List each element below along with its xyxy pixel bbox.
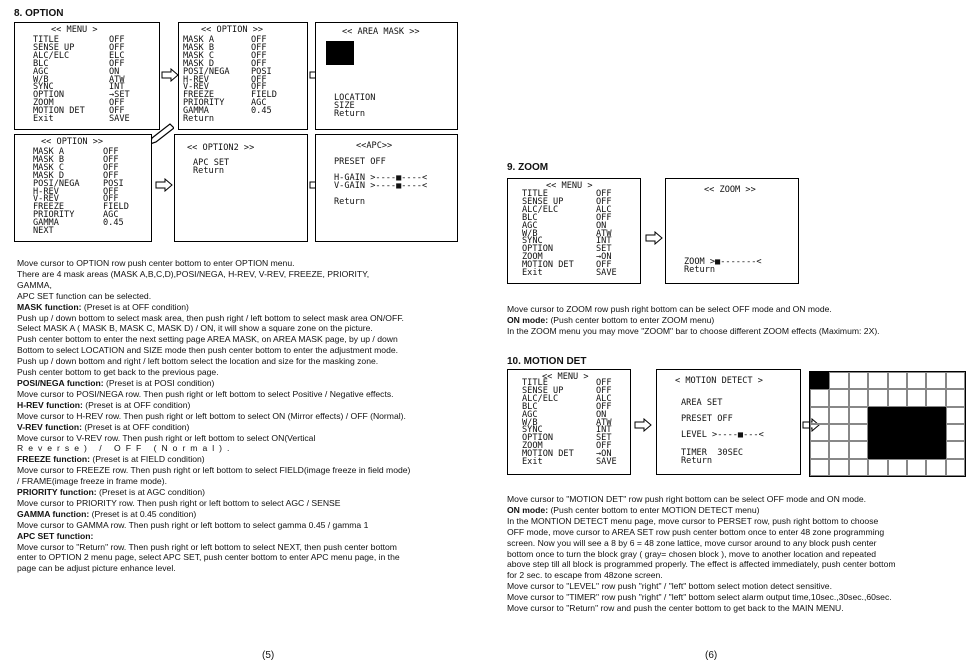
menu-item-value: OFF <box>103 147 119 157</box>
text-line: page can be adjust picture enhance level. <box>17 563 176 574</box>
menu-item-label: ALC/ELC <box>33 50 70 61</box>
function-preset: (Preset is at 0.45 condition) <box>89 508 197 519</box>
menu-item-label: NEXT <box>33 226 54 236</box>
menu-item-value: OFF <box>596 196 612 207</box>
menu-item-value: OFF <box>596 212 612 223</box>
text-line <box>17 400 410 411</box>
menu-item-label: BLC <box>522 401 538 412</box>
menu-item-value: ATW <box>109 74 125 85</box>
function-heading: GAMMA function: <box>17 508 90 519</box>
menu-item-value: OFF <box>251 82 267 93</box>
zone-cell <box>829 459 848 476</box>
menu-item-value: OFF <box>109 98 125 109</box>
function-preset: (Preset is at OFF condition) <box>81 301 189 312</box>
zone-cell <box>888 424 907 441</box>
menu-header: << MENU > <box>546 181 593 191</box>
menu-item-value: POSI <box>251 66 272 77</box>
menu-item-value: OFF <box>251 42 267 53</box>
apc-set-label: APC SET <box>193 158 230 168</box>
zone-cell <box>868 424 887 441</box>
menu-item-label: ZOOM <box>522 441 543 452</box>
zoom-description <box>507 304 880 337</box>
text-line <box>507 315 880 326</box>
zone-cell <box>926 372 945 389</box>
menu-item-label: OPTION <box>522 244 554 255</box>
menu-item-value: →SET <box>109 90 130 101</box>
menu-item-label: POSI/NEGA <box>33 178 80 189</box>
page-number: (6) <box>705 650 718 661</box>
menu-item-value: SET <box>596 244 612 255</box>
motion-detect-screen <box>656 369 801 475</box>
text-line: Move cursor to OPTION row push center bottom to enter OPTION menu. <box>17 258 295 268</box>
zone-cell <box>849 389 868 406</box>
area-mask-screen <box>315 22 458 130</box>
menu-header: << MENU > <box>542 372 589 382</box>
menu-item-label: FREEZE <box>183 90 215 101</box>
return-label: Return <box>334 197 366 207</box>
option-screen <box>178 22 308 130</box>
zoom-menu-screen <box>507 178 641 284</box>
text-line: Move cursor to PRIORITY row. Then push right or left bottom to select AGC / SENSE <box>17 497 341 508</box>
mask-square <box>326 41 354 65</box>
zone-cell <box>946 441 965 458</box>
menu-item-label: Exit <box>522 268 543 278</box>
menu-item-value: OFF <box>103 194 119 205</box>
zone-cell <box>849 424 868 441</box>
text-line <box>17 378 410 389</box>
apc-header: <<APC>> <box>356 141 393 151</box>
text-line: Move cursor to H-REV row. Then push right or left bottom to select ON (Mirror effects) / OFF (Normal). <box>17 410 406 421</box>
function-preset: (Push center bottom to enter MOTION DETECT menu) <box>548 504 760 515</box>
zone-cell <box>829 372 848 389</box>
zone-cell <box>849 441 868 458</box>
menu-item-value: OFF <box>596 189 612 199</box>
preset-label: PRESET OFF <box>334 157 386 167</box>
location-label: LOCATION <box>334 93 376 103</box>
text-line <box>507 505 896 516</box>
function-preset: (Preset is at OFF condition) <box>82 399 191 410</box>
menu-item-value: ELC <box>109 50 125 61</box>
zone-cell <box>907 459 926 476</box>
zone-cell <box>926 389 945 406</box>
return-label: Return <box>681 456 713 466</box>
menu-item-value: OFF <box>103 170 119 181</box>
function-heading: MASK function: <box>17 301 82 312</box>
text-line: There are 4 mask areas (MASK A,B,C,D),POSI/NEGA, H-REV, V-REV, FREEZE, PRIORITY, <box>17 268 370 279</box>
menu-header: << MENU > <box>51 25 98 35</box>
text-line <box>17 487 410 498</box>
function-heading: APC SET function: <box>17 530 94 541</box>
zone-cell <box>829 407 848 424</box>
menu-item-value: OFF <box>251 58 267 69</box>
return-label: Return <box>334 109 366 119</box>
zone-cell <box>868 389 887 406</box>
arrow-right-icon <box>645 231 663 245</box>
menu-item-label: MASK B <box>33 154 65 165</box>
motion-menu-screen <box>507 369 631 475</box>
menu-item-label: AGC <box>522 409 538 420</box>
text-line: Move cursor to ZOOM row push right bottom can be select OFF mode and ON mode. <box>507 304 832 314</box>
menu-item-value: ON <box>596 220 607 231</box>
text-line: Move cursor to POSI/NEGA row. Then push right or left bottom to select Positive / Negative effects. <box>17 388 394 399</box>
zone-cell <box>810 372 829 389</box>
menu-item-value: SET <box>596 433 612 444</box>
text-line: for 2 sec. to escape from 48zone screen. <box>507 570 663 581</box>
menu-item-label: GAMMA <box>183 106 209 117</box>
zone-cell <box>829 389 848 406</box>
menu-item-label: ALC/ELC <box>522 204 559 215</box>
menu-header: << OPTION >> <box>41 137 104 147</box>
menu-item-label: MASK B <box>183 42 215 53</box>
function-heading: FREEZE function: <box>17 454 91 465</box>
menu-item-label: ZOOM <box>522 252 543 263</box>
menu-item-label: Exit <box>522 457 543 467</box>
function-preset: (Preset is at FIELD condition) <box>90 454 205 465</box>
menu-item-label: SYNC <box>522 236 543 247</box>
menu-item-label: SENSE UP <box>522 385 564 396</box>
menu-item-value: ALC <box>596 393 612 404</box>
menu-item-value: OFF <box>103 154 119 165</box>
menu-item-value: OFF <box>103 186 119 197</box>
text-line: Bottom to select LOCATION and SIZE mode then push center bottom to enter the adjustment mode. <box>17 345 399 356</box>
option-next-screen <box>14 134 152 242</box>
arrow-right-icon <box>161 68 179 82</box>
text-line: above step till all block is programmed properly. The effect is affected immediately, push center bottom <box>507 559 896 570</box>
menu-item-value: OFF <box>109 35 125 45</box>
function-preset: (Preset is at AGC condition) <box>96 487 205 498</box>
zone-cell <box>888 459 907 476</box>
return-label: Return <box>193 166 225 176</box>
text-line: GAMMA, <box>17 279 52 290</box>
menu-item-value: 0.45 <box>103 218 124 229</box>
text-line: In the ZOOM menu you may move "ZOOM" bar to choose different ZOOM effects (Maximum: 2X). <box>507 325 880 336</box>
area-mask-header: << AREA MASK >> <box>342 27 420 37</box>
menu-item-label: V-REV <box>33 194 59 205</box>
menu-item-label: FREEZE <box>33 202 65 213</box>
text-line: Move cursor to "LEVEL" row push "right" / "left" bottom select motion detect sensitive. <box>507 581 832 592</box>
text-line <box>17 302 410 313</box>
menu-item-value: OFF <box>596 385 612 396</box>
menu-item-label: BLC <box>33 58 49 69</box>
zone-cell <box>810 441 829 458</box>
size-label: SIZE <box>334 101 355 111</box>
text-line: Push up / down bottom and right / left bottom select the location and size for the masking zone. <box>17 356 379 367</box>
return-label: Return <box>684 265 716 275</box>
menu-item-value: ALC <box>596 204 612 215</box>
zoom-slider: ZOOM >■-------< <box>684 257 762 267</box>
function-preset: (Preset is at OFF condition) <box>81 421 190 432</box>
level-slider: LEVEL >----■---< <box>681 430 764 440</box>
menu-item-value: ATW <box>596 417 612 428</box>
text-line: Move cursor to "TIMER" row push "right" / "left" bottom select alarm output time,10sec.,30sec.,60sec. <box>507 592 892 603</box>
menu-item-label: TITLE <box>522 189 548 199</box>
apc-screen <box>315 134 458 242</box>
function-heading: ON mode: <box>507 504 549 515</box>
h-gain-slider: H-GAIN >----■----< <box>334 173 428 183</box>
menu-item-label: SENSE UP <box>522 196 564 207</box>
menu-item-label: Exit <box>33 114 54 124</box>
menu-item-label: MASK C <box>183 50 215 61</box>
zone-cell <box>926 459 945 476</box>
preset-label: PRESET OFF <box>681 414 733 424</box>
text-line: Move cursor to "Return" row. Then push right or left bottom to select NEXT, then push center bottom <box>17 541 397 552</box>
menu-item-value: SAVE <box>596 457 617 467</box>
menu-item-value: →ON <box>596 449 612 460</box>
menu-item-label: MASK A <box>33 147 65 157</box>
menu-item-label: H-REV <box>33 186 59 197</box>
menu-item-value: OFF <box>251 50 267 61</box>
menu-item-value: OFF <box>596 401 612 412</box>
menu-item-value: OFF <box>596 260 612 271</box>
menu-item-label: SENSE UP <box>33 42 75 53</box>
zone-cell <box>946 407 965 424</box>
v-gain-slider: V-GAIN >----■----< <box>334 181 428 191</box>
menu-item-value: INT <box>596 425 612 436</box>
menu-item-label: Return <box>183 114 215 124</box>
zone-cell <box>926 407 945 424</box>
zone-cell <box>810 459 829 476</box>
section-title-motion-det: 10. MOTION DET <box>507 356 587 367</box>
zone-cell <box>946 372 965 389</box>
manual-page-6 <box>497 0 972 672</box>
menu-item-label: TITLE <box>522 378 548 388</box>
text-line: OFF mode, move cursor to AREA SET row push center bottom once to enter 48 zone programming <box>507 526 885 537</box>
menu-item-label: OPTION <box>33 90 65 101</box>
option-description <box>17 258 410 574</box>
timer-label: TIMER 30SEC <box>681 448 744 458</box>
menu-item-label: ALC/ELC <box>522 393 559 404</box>
text-line: APC SET function can be selected. <box>17 290 152 301</box>
zone-cell <box>849 407 868 424</box>
text-line: Push center bottom to enter the next setting page AREA MASK, on AREA MASK page, by up / down <box>17 334 398 345</box>
text-line: screen. Now you will see a 8 by 6 = 48 zone lattice, move cursor around to any block push center <box>507 537 877 548</box>
text-line: Push up / down bottom to select mask area, then push right / left bottom to select mask area ON/OFF. <box>17 312 404 323</box>
zone-cell <box>810 389 829 406</box>
menu-item-value: →ON <box>596 252 612 263</box>
zone-cell <box>810 424 829 441</box>
menu-item-label: MASK D <box>183 58 215 69</box>
menu-item-label: PRIORITY <box>33 210 75 221</box>
menu-item-value: FIELD <box>251 90 277 101</box>
menu-item-value: AGC <box>103 210 119 221</box>
zone-cell <box>868 459 887 476</box>
text-line <box>17 422 410 433</box>
menu-item-label: GAMMA <box>33 218 59 229</box>
text-line: Push center bottom to get back to the previous page. <box>17 367 219 378</box>
menu-item-label: MOTION DET <box>33 106 85 117</box>
text-line: Reverse) / OFF (Normal). <box>17 443 235 454</box>
menu-header: << OPTION >> <box>201 25 264 35</box>
zoom-screen <box>665 178 799 284</box>
zone-cell <box>907 372 926 389</box>
text-line: Select MASK A ( MASK B, MASK C, MASK D) / ON, it will show a square zone on the picture. <box>17 323 373 334</box>
menu-item-value: OFF <box>109 106 125 117</box>
menu-item-label: MOTION DET <box>522 449 574 460</box>
menu-item-value: INT <box>596 236 612 247</box>
arrow-right-icon <box>634 418 652 432</box>
menu-item-value: OFF <box>251 35 267 45</box>
section-title-option: 8. OPTION <box>14 8 64 19</box>
menu-item-value: ON <box>109 66 120 77</box>
menu-screen <box>14 22 160 130</box>
function-heading: PRIORITY function: <box>17 487 97 498</box>
menu-item-value: OFF <box>596 378 612 388</box>
menu-item-label: OPTION <box>522 433 554 444</box>
function-heading: H-REV function: <box>17 399 83 410</box>
page-number: (5) <box>262 650 275 661</box>
motion-detect-header: < MOTION DETECT > <box>675 376 763 386</box>
text-line: Move cursor to "MOTION DET" row push right bottom can be select OFF mode and ON mode. <box>507 494 867 504</box>
text-line: Move cursor to V-REV row. Then push right or left bottom to select ON(Vertical <box>17 432 316 443</box>
zone-cell <box>868 441 887 458</box>
menu-item-label: BLC <box>522 212 538 223</box>
zone-cell <box>926 441 945 458</box>
zone-cell <box>907 441 926 458</box>
zone-cell <box>849 459 868 476</box>
text-line <box>17 531 410 542</box>
menu-item-label: H-REV <box>183 74 209 85</box>
arrow-right-icon <box>155 178 173 192</box>
menu-item-value: OFF <box>109 42 125 53</box>
menu-item-value: ON <box>596 409 607 420</box>
text-line <box>17 509 410 520</box>
zone-cell <box>888 407 907 424</box>
text-line <box>17 454 410 465</box>
zone-cell <box>849 372 868 389</box>
function-heading: POSI/NEGA function: <box>17 377 104 388</box>
zone-cell <box>829 424 848 441</box>
menu-item-label: MASK C <box>33 162 65 173</box>
menu-item-value: OFF <box>251 74 267 85</box>
menu-item-value: OFF <box>103 162 119 173</box>
zone-cell <box>907 424 926 441</box>
text-line: enter to OPTION 2 menu page, select APC SET, push center bottom to enter APC menu page, in the <box>17 552 400 563</box>
menu-item-label: AGC <box>33 66 49 77</box>
menu-item-label: AGC <box>522 220 538 231</box>
option2-header: << OPTION2 >> <box>187 143 255 153</box>
zone-cell <box>946 389 965 406</box>
menu-item-label: MASK D <box>33 170 65 181</box>
menu-item-value: 0.45 <box>251 106 272 117</box>
zone-lattice <box>809 371 966 477</box>
menu-item-label: MASK A <box>183 35 215 45</box>
text-line: Move cursor to GAMMA row. Then push right or left bottom to select gamma 0.45 / gamma 1 <box>17 519 369 530</box>
function-preset: (Push center bottom to enter ZOOM menu) <box>548 314 715 325</box>
motion-det-description <box>507 494 896 614</box>
section-title-zoom: 9. ZOOM <box>507 162 549 173</box>
menu-item-value: OFF <box>109 58 125 69</box>
zone-cell <box>888 441 907 458</box>
menu-item-label: V-REV <box>183 82 209 93</box>
menu-item-label: POSI/NEGA <box>183 66 230 77</box>
zoom-header: << ZOOM >> <box>704 185 756 195</box>
zone-cell <box>888 372 907 389</box>
menu-item-label: TITLE <box>33 35 59 45</box>
text-line: Move cursor to "Return" row and push the center bottom to get back to the MAIN MENU. <box>507 603 844 614</box>
zone-cell <box>907 389 926 406</box>
text-line: / FRAME(image freeze in frame mode). <box>17 476 167 487</box>
text-line: Move cursor to FREEZE row. Then push right or left bottom to select FIELD(image freeze in field mode) <box>17 465 411 476</box>
menu-item-label: W/B <box>33 74 49 85</box>
menu-item-value: ATW <box>596 228 612 239</box>
zone-cell <box>810 407 829 424</box>
menu-item-value: FIELD <box>103 202 129 213</box>
text-line: In the MONTION DETECT menu page, move cursor to PERSET row, push right bottom to choose <box>507 515 879 526</box>
zone-cell <box>946 424 965 441</box>
menu-item-value: SAVE <box>109 114 130 124</box>
menu-item-value: POSI <box>103 178 124 189</box>
menu-item-label: W/B <box>522 228 538 239</box>
menu-item-label: PRIORITY <box>183 98 225 109</box>
option2-screen <box>174 134 308 242</box>
menu-item-label: SYNC <box>522 425 543 436</box>
menu-item-label: SYNC <box>33 82 54 93</box>
menu-item-value: OFF <box>596 441 612 452</box>
function-heading: V-REV function: <box>17 421 82 432</box>
function-heading: ON mode: <box>507 314 549 325</box>
menu-item-label: W/B <box>522 417 538 428</box>
function-preset: (Preset is at POSI condition) <box>103 377 215 388</box>
text-line: bottom once to turn the block gray ( gray= chosen block ), move to another location and repeated <box>507 548 877 559</box>
zone-cell <box>907 407 926 424</box>
area-set-label: AREA SET <box>681 398 723 408</box>
zone-cell <box>868 407 887 424</box>
zone-cell <box>946 459 965 476</box>
menu-item-value: AGC <box>251 98 267 109</box>
zone-cell <box>868 372 887 389</box>
zone-cell <box>926 424 945 441</box>
zone-cell <box>829 441 848 458</box>
menu-item-value: INT <box>109 82 125 93</box>
menu-item-label: MOTION DET <box>522 260 574 271</box>
menu-item-label: ZOOM <box>33 98 54 109</box>
zone-cell <box>888 389 907 406</box>
menu-item-value: SAVE <box>596 268 617 278</box>
